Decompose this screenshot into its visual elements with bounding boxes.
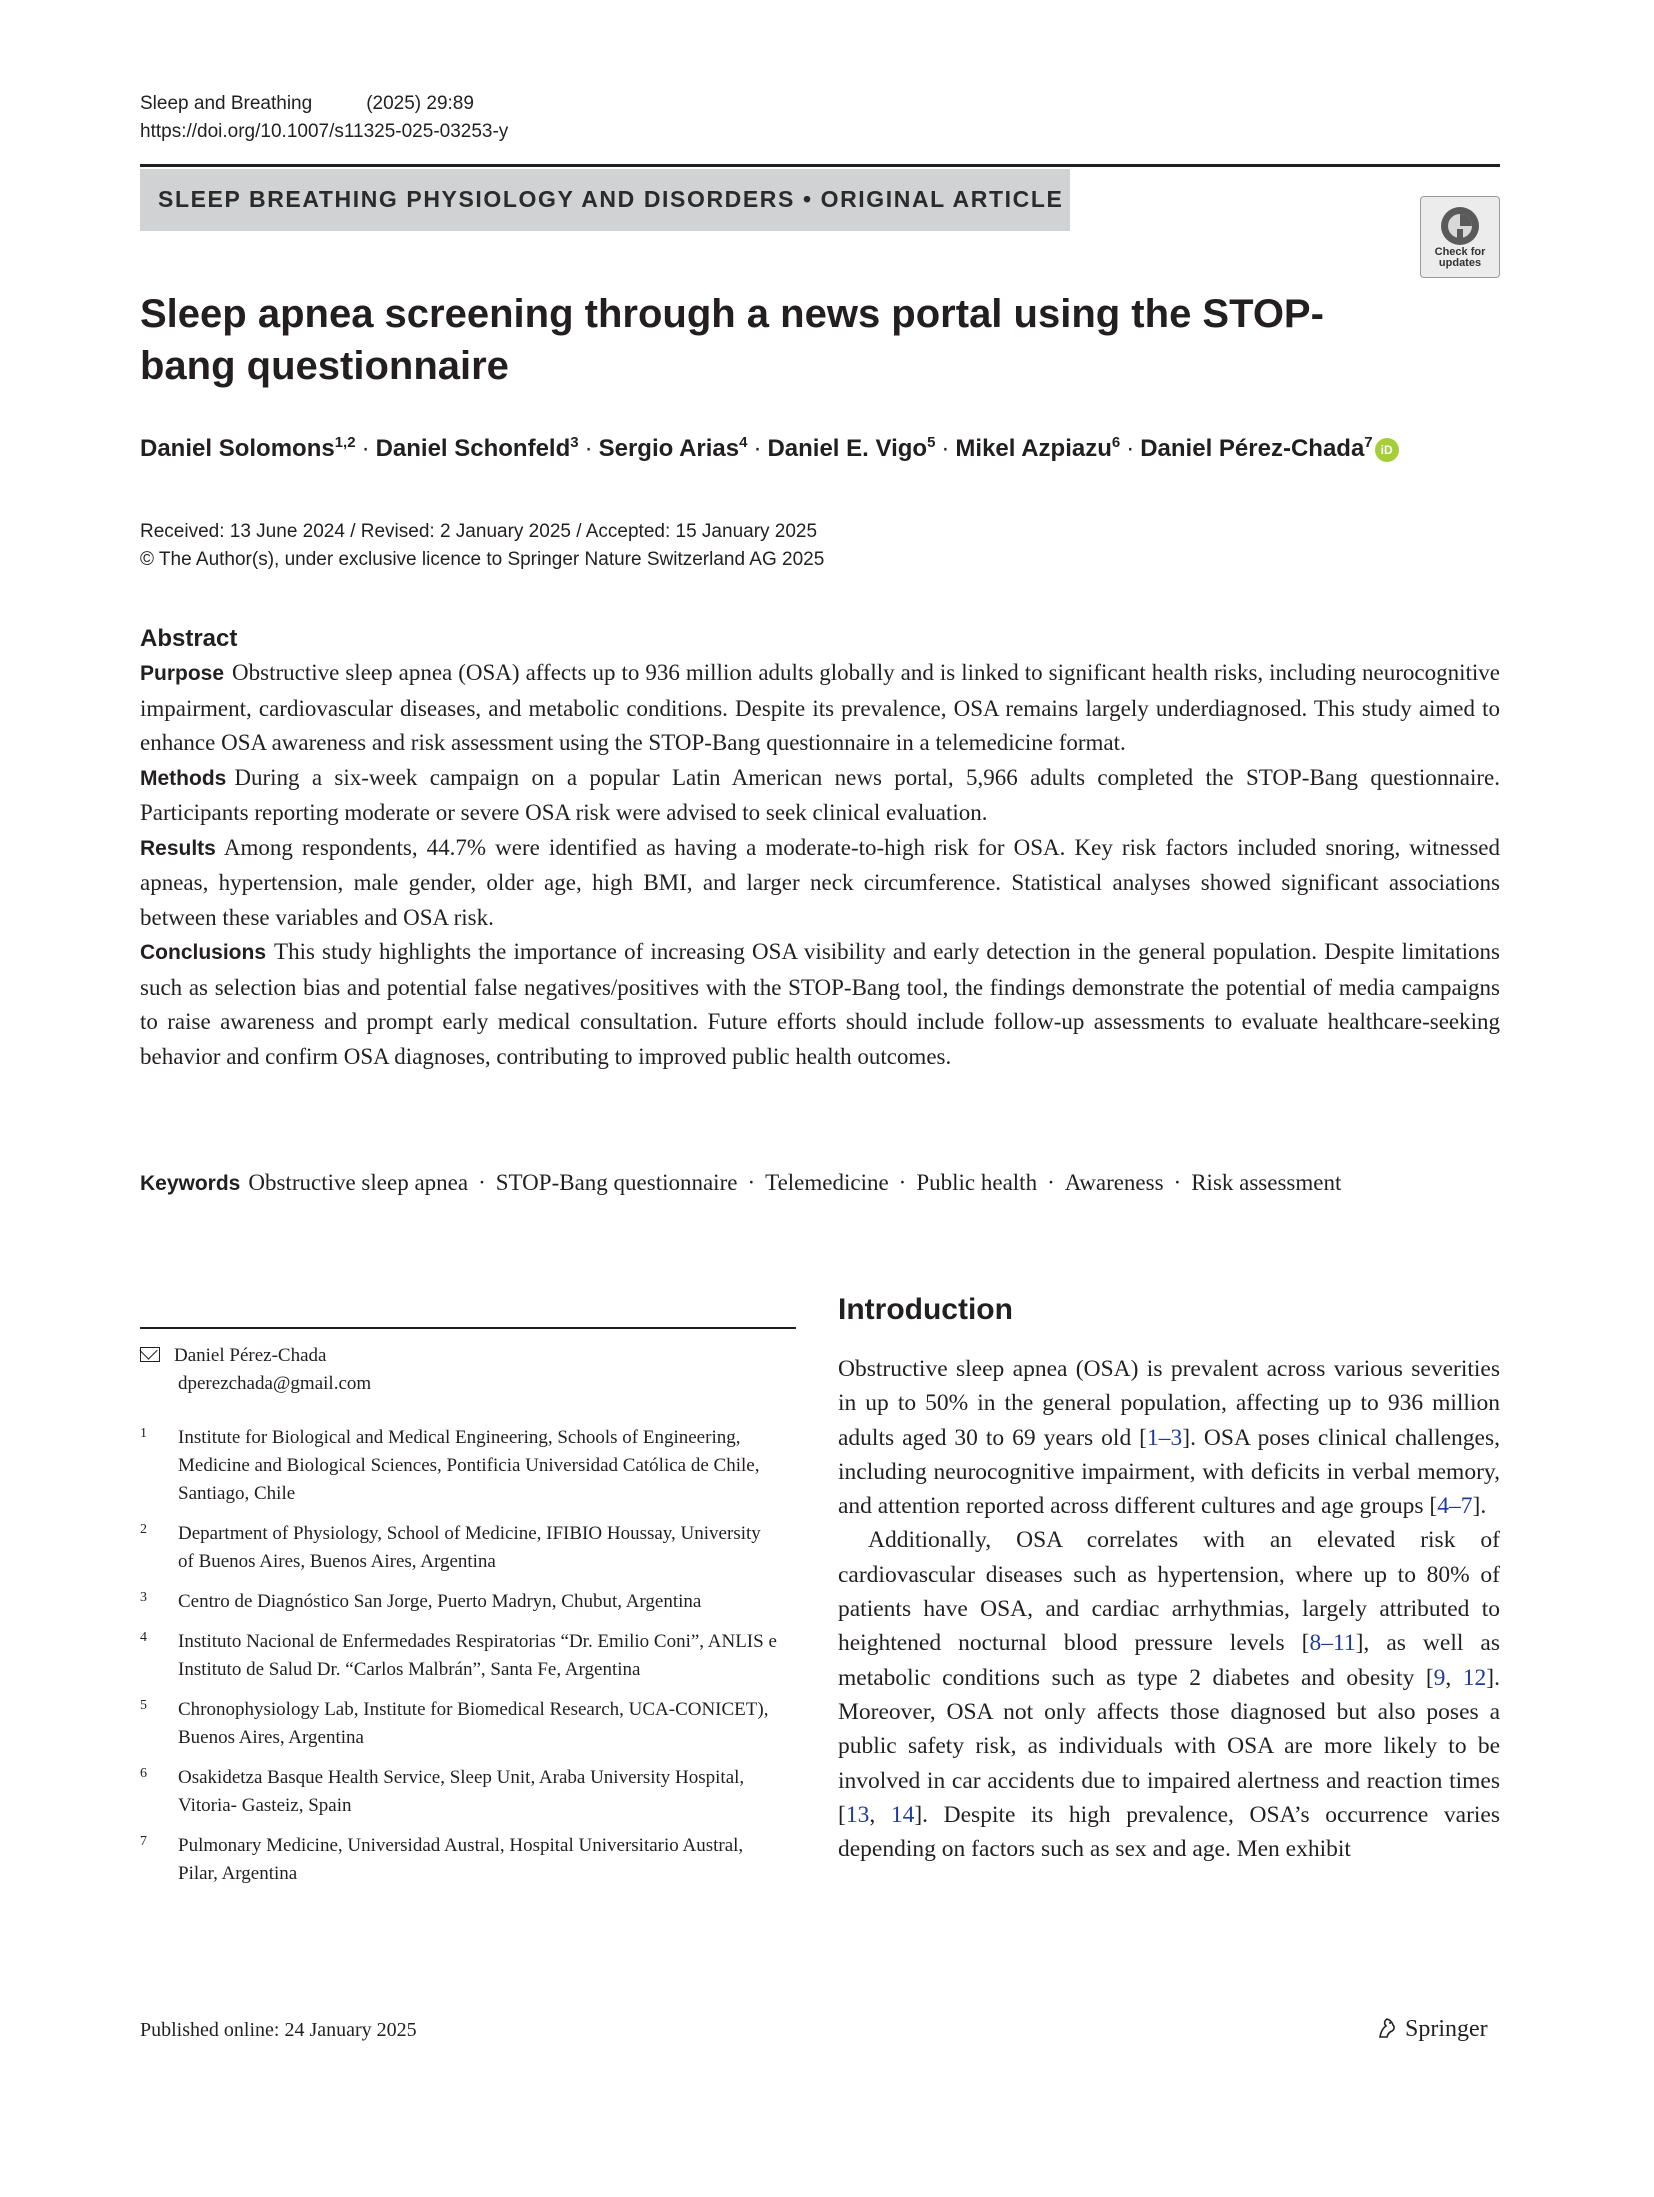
author-affiliation: 5 bbox=[927, 434, 936, 451]
intro-text: Additionally, OSA correlates with an elevated risk of cardiovascular diseases such as hypertension, where up to 80% of patients have OSA, and cardiac arrhythmias, largely attributed to heightened nocturnal blood pressure levels [ bbox=[838, 1527, 1500, 1657]
keyword[interactable]: Obstructive sleep apnea bbox=[248, 1170, 469, 1195]
citation-link[interactable]: 8–11 bbox=[1309, 1630, 1356, 1657]
intro-text: ], as well as metabolic conditions such as type 2 diabetes and obesity [ bbox=[838, 1630, 1500, 1691]
abstract-conclusions bbox=[140, 935, 1500, 1074]
author-email[interactable]: dperezchada@gmail.com bbox=[178, 1373, 372, 1394]
check-updates-icon bbox=[1439, 205, 1481, 247]
affiliation-item bbox=[140, 1764, 780, 1820]
affiliation-text: Chronophysiology Lab, Institute for Biomedical Research, UCA-CONICET), Buenos Aires, Argentina bbox=[178, 1699, 769, 1748]
check-for-updates-button[interactable] bbox=[1420, 196, 1500, 278]
correspondence bbox=[140, 1342, 371, 1398]
keywords-label: Keywords bbox=[140, 1172, 241, 1195]
author-name[interactable]: Daniel E. Vigo bbox=[767, 435, 928, 462]
orcid-icon[interactable]: iD bbox=[1375, 438, 1399, 462]
keyword[interactable]: Telemedicine bbox=[765, 1170, 889, 1195]
header-rule bbox=[140, 164, 1500, 167]
abstract-results bbox=[140, 831, 1500, 936]
intro-text: , bbox=[1445, 1664, 1463, 1691]
citation-link[interactable]: 14 bbox=[890, 1801, 915, 1828]
footnote-rule bbox=[140, 1327, 796, 1329]
check-badge-line1: Check for bbox=[1434, 246, 1486, 258]
affiliation-item bbox=[140, 1832, 780, 1888]
category-banner bbox=[140, 169, 1070, 231]
affiliation-text: Pulmonary Medicine, Universidad Austral, Hospital Universitario Austral, Pilar, Argentina bbox=[178, 1835, 744, 1884]
affiliation-item bbox=[140, 1520, 780, 1576]
keyword[interactable]: Risk assessment bbox=[1191, 1170, 1342, 1195]
check-badge-line2: updates bbox=[1438, 257, 1482, 269]
abstract-text: Among respondents, 44.7% were identified as having a moderate-to-high risk for OSA. Key risk factors included snoring, witnessed apneas, hypertension, male gender, older age, high BMI, and larger neck circumference. Statistical analyses showed significant associations between these variables and OSA risk. bbox=[140, 834, 1500, 930]
abstract-label: Methods bbox=[140, 766, 227, 790]
affiliation-item bbox=[140, 1628, 780, 1684]
affiliation-number: 2 bbox=[140, 1522, 147, 1537]
abstract-purpose bbox=[140, 656, 1500, 761]
doi-link[interactable]: https://doi.org/10.1007/s11325-025-03253-y bbox=[140, 121, 509, 142]
intro-text: ]. Despite its high prevalence, OSA’s occurrence varies depending on factors such as sex and age. Men exhibit bbox=[838, 1801, 1500, 1863]
envelope-icon bbox=[140, 1347, 160, 1362]
author-name[interactable]: Daniel Schonfeld bbox=[375, 435, 571, 462]
affiliation-number: 1 bbox=[140, 1426, 147, 1441]
affiliation-item bbox=[140, 1424, 780, 1508]
abstract-label: Purpose bbox=[140, 662, 225, 685]
author-affiliation: 6 bbox=[1111, 434, 1121, 451]
affiliation-number: 4 bbox=[140, 1630, 147, 1645]
publisher-name: Springer bbox=[1405, 2016, 1488, 2042]
affiliation-number: 7 bbox=[140, 1834, 147, 1849]
intro-text: ]. bbox=[1472, 1493, 1487, 1520]
intro-text: ]. OSA poses clinical challenges, including neurocognitive impairment, with deficits in verbal memory, and attention reported across different cultures and age groups [ bbox=[838, 1424, 1500, 1520]
copyright-line: © The Author(s), under exclusive licence to Springer Nature Switzerland AG 2025 bbox=[140, 549, 825, 570]
abstract-label: Results bbox=[140, 836, 216, 860]
affiliation-text: Instituto Nacional de Enfermedades Respiratorias “Dr. Emilio Coni”, ANLIS e Instituto de Salud Dr. “Carlos Malbrán”, Santa Fe, Argentina bbox=[178, 1631, 777, 1680]
affiliation-text: Osakidetza Basque Health Service, Sleep Unit, Araba University Hospital, Vitoria- Gasteiz, Spain bbox=[178, 1767, 745, 1816]
intro-paragraph bbox=[838, 1523, 1500, 1866]
corresponding-author: Daniel Pérez-Chada bbox=[174, 1345, 327, 1366]
affiliation-text: Institute for Biological and Medical Engineering, Schools of Engineering, Medicine and Biological Sciences, Pontificia Universidad Católica de Chile, Santiago, Chile bbox=[178, 1427, 760, 1504]
published-date: Published online: 24 January 2025 bbox=[140, 2019, 417, 2041]
author-name[interactable]: Daniel Pérez-Chada bbox=[1140, 435, 1365, 462]
abstract-text: Obstructive sleep apnea (OSA) affects up to 936 million adults globally and is linked to significant health risks, including neurocognitive impairment, cardiovascular diseases, and metabolic conditions. Despite its prevalence, OSA remains largely underdiagnosed. This study aimed to enhance OSA awareness and risk assessment using the STOP-Bang questionnaire in a telemedicine format. bbox=[140, 660, 1500, 755]
keyword[interactable]: Awareness bbox=[1064, 1170, 1164, 1195]
abstract-section bbox=[140, 624, 1500, 1074]
affiliation-number: 3 bbox=[140, 1590, 147, 1605]
introduction-heading: Introduction bbox=[838, 1293, 1013, 1326]
affiliation-text: Department of Physiology, School of Medicine, IFIBIO Houssay, University of Buenos Aires, Buenos Aires, Argentina bbox=[178, 1523, 761, 1572]
keywords: Keywords Obstructive sleep apnea · STOP-Bang questionnaire · Telemedicine · Public health · Awareness · Risk assessment bbox=[140, 1170, 1342, 1195]
journal-name: Sleep and Breathing bbox=[140, 93, 313, 114]
intro-paragraph bbox=[838, 1352, 1500, 1523]
journal-info bbox=[140, 90, 474, 118]
article-title: Sleep apnea screening through a news portal using the STOP-bang questionnaire bbox=[140, 292, 1324, 388]
abstract-text: During a six-week campaign on a popular Latin American news portal, 5,966 adults completed the STOP-Bang questionnaire. Participants reporting moderate or severe OSA risk were advised to seek clinical evaluation. bbox=[140, 764, 1500, 825]
article-dates: Received: 13 June 2024 / Revised: 2 January 2025 / Accepted: 15 January 2025 bbox=[140, 521, 818, 542]
affiliation-number: 6 bbox=[140, 1766, 147, 1781]
abstract-label: Conclusions bbox=[140, 941, 267, 964]
author-list: Daniel Solomons$^{1,2}$ · Daniel Schonfeld$^3$ · Sergio Arias$^4$ · Daniel E. Vigo$^5$ · Mikel Azpiazu$^6$ · Daniel Pérez-Chada$^7$ iD bbox=[140, 432, 1399, 466]
author-name[interactable]: Mikel Azpiazu bbox=[955, 435, 1112, 462]
abstract-methods bbox=[140, 761, 1500, 831]
author-affiliation: 4 bbox=[739, 434, 748, 451]
intro-text: , bbox=[869, 1801, 891, 1828]
introduction-section bbox=[838, 1290, 1500, 1866]
affiliation-item bbox=[140, 1588, 780, 1616]
publisher-logo bbox=[1375, 2014, 1488, 2044]
affiliation-number: 5 bbox=[140, 1698, 147, 1713]
springer-horse-icon bbox=[1375, 2016, 1399, 2040]
author-name[interactable]: Sergio Arias bbox=[598, 435, 740, 462]
citation-link[interactable]: 12 bbox=[1462, 1664, 1487, 1691]
author-affiliation: 3 bbox=[570, 434, 579, 451]
keyword[interactable]: STOP-Bang questionnaire bbox=[495, 1170, 738, 1195]
journal-volume: (2025) 29:89 bbox=[366, 93, 474, 114]
author-name[interactable]: Daniel Solomons bbox=[140, 435, 335, 462]
citation-link[interactable]: 13 bbox=[845, 1801, 870, 1828]
affiliation-item bbox=[140, 1696, 780, 1752]
category-label: SLEEP BREATHING PHYSIOLOGY AND DISORDERS • ORIGINAL ARTICLE bbox=[158, 186, 1064, 212]
affiliation-text: Centro de Diagnóstico San Jorge, Puerto Madryn, Chubut, Argentina bbox=[178, 1591, 702, 1612]
abstract-text: This study highlights the importance of increasing OSA visibility and early detection in the general population. Despite limitations such as selection bias and potential false negatives/positives with the STOP-Bang tool, the findings demonstrate the potential of media campaigns to raise awareness and prompt early medical consultation. Future efforts should include follow-up assessments to evaluate healthcare-seeking behavior and confirm OSA diagnoses, contributing to improved public health outcomes. bbox=[140, 939, 1500, 1069]
intro-text: ]. Moreover, OSA not only affects those diagnosed but also poses a public safety risk, as individuals with OSA are more likely to be involved in car accidents due to impaired alertness and reaction times [ bbox=[838, 1664, 1500, 1828]
keyword[interactable]: Public health bbox=[916, 1170, 1038, 1195]
abstract-heading: Abstract bbox=[140, 625, 238, 652]
citation-link[interactable]: 9 bbox=[1433, 1664, 1446, 1691]
author-affiliation: 7 bbox=[1364, 434, 1373, 451]
author-affiliation: 1,2 bbox=[334, 434, 356, 451]
affiliations bbox=[140, 1424, 780, 1900]
intro-text: Obstructive sleep apnea (OSA) is prevalent across various severities in up to 50% in the general population, affecting up to 936 million adults aged 30 to 69 years old [ bbox=[838, 1356, 1500, 1451]
citation-link[interactable]: 1–3 bbox=[1147, 1424, 1183, 1451]
citation-link[interactable]: 4–7 bbox=[1437, 1493, 1473, 1520]
